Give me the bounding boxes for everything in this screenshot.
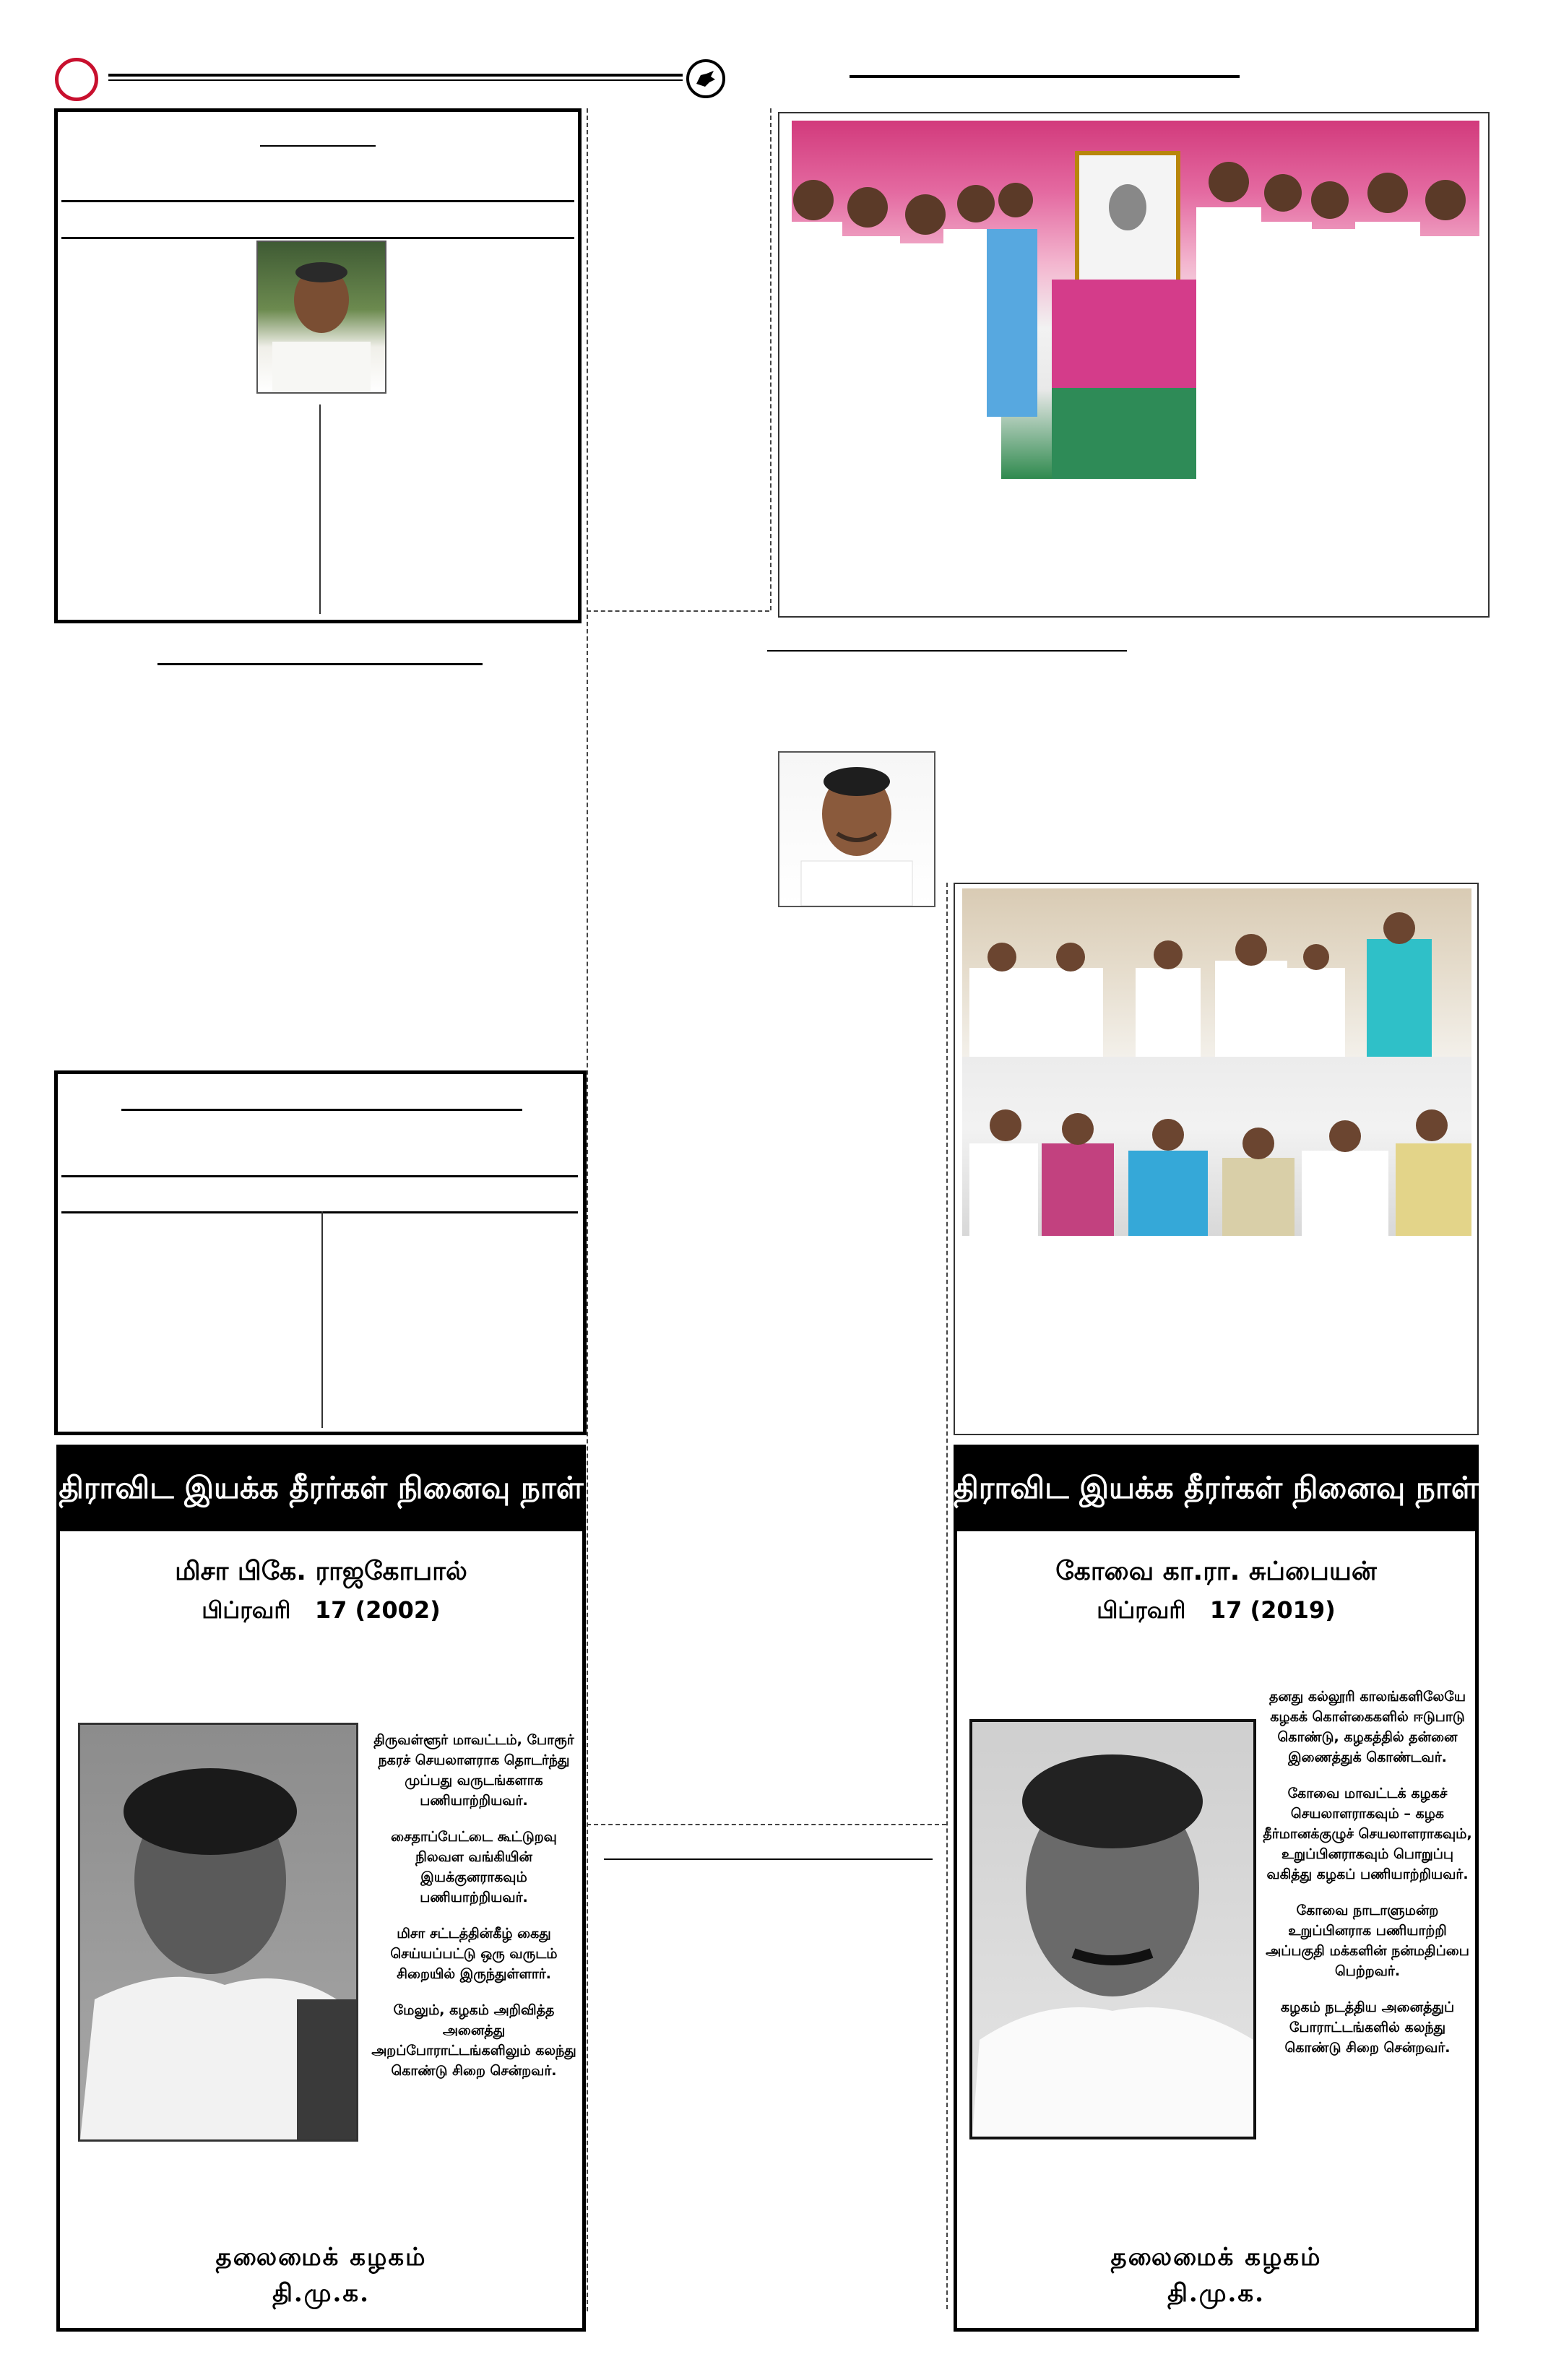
article-rule-2	[61, 237, 574, 239]
memorial-portrait-subbaiyan	[969, 1719, 1256, 2139]
footer-line-1: தலைமைக் கழகம்	[215, 2243, 427, 2272]
meeting-photo-bottom	[962, 1057, 1471, 1236]
bio-paragraph: திருவள்ளூர் மாவட்டம், போரூர் நகரச் செயலாளராக தொடர்ந்து முப்பது வருடங்களாக பணியாற்றியவர்.	[373, 1732, 574, 1809]
header-rule-double	[108, 74, 683, 77]
header-right-rule	[850, 75, 1240, 78]
memorial-name: கோவை கா.ரா. சுப்பையன்	[1055, 1557, 1377, 1586]
bull-emblem-icon	[686, 59, 725, 98]
bio-paragraph: சைதாப்பேட்டை கூட்டுறவு நிலவள வங்கியின் இயக்குனராகவும் பணியாற்றியவர்.	[391, 1829, 557, 1905]
bottom-mid-rule	[604, 1858, 933, 1860]
portrait-photo-elderly-man	[256, 241, 386, 394]
bio-paragraph: தனது கல்லூரி காலங்களிலேயே கழகக் கொள்கைகளில் ஈடுபாடு கொண்டு, கழகத்தில் தன்னை இணைத்துக் கொண்டவர்.	[1268, 1689, 1466, 1765]
header-logo	[55, 58, 98, 101]
box-rule-2	[61, 1211, 578, 1213]
right-subheading-rule	[767, 650, 1127, 652]
article-headline-rule	[260, 145, 376, 147]
tribute-ceremony-photo	[792, 121, 1479, 479]
memorial-footer	[60, 2239, 582, 2311]
bio-paragraph: மிசா சட்டத்தின்கீழ் கைது செய்யப்பட்டு ஒரு வருடம் சிறையில் இருந்துள்ளார்.	[390, 1926, 558, 1982]
article-column-divider	[319, 404, 321, 614]
bio-paragraph: மேலும், கழகம் அறிவித்த அனைத்து அறப்போராட்டங்களிலும் கலந்து கொண்டு சிறை சென்றவர்.	[371, 2002, 576, 2079]
left-middle-article-frame	[54, 1070, 587, 1435]
box-rule-1	[61, 1175, 578, 1177]
memorial-bio	[1259, 1687, 1476, 2074]
footer-line-2: தி.மு.க.	[272, 2279, 370, 2308]
memorial-banner: திராவிட இயக்க தீரர்கள் நினைவு நாள்	[56, 1445, 586, 1531]
right-middle-article-frame	[954, 883, 1479, 1435]
right-top-article-frame	[778, 112, 1490, 618]
meeting-photo-top	[962, 888, 1471, 1057]
memorial-footer	[957, 2239, 1475, 2311]
section-divider-bottom	[587, 1824, 946, 1825]
memorial-date: பிப்ரவரி 17 (2019)	[1097, 1596, 1336, 1624]
box-headline-rule	[121, 1109, 522, 1111]
left-top-article-frame	[54, 108, 582, 623]
memorial-card-right	[954, 1445, 1479, 2332]
bio-paragraph: கழகம் நடத்திய அனைத்துப் போராட்டங்களில் கலந்து கொண்டு சிறை சென்றவர்.	[1280, 1999, 1455, 2056]
section-divider-top	[587, 610, 769, 612]
box-column-divider	[321, 1211, 323, 1428]
left-subheading-rule	[157, 663, 483, 665]
memorial-card-left	[56, 1445, 586, 2332]
memorial-banner: திராவிட இயக்க தீரர்கள் நினைவு நாள்	[954, 1445, 1479, 1531]
memorial-bio	[366, 1730, 582, 2097]
footer-line-2: தி.மு.க.	[1167, 2279, 1265, 2308]
bio-paragraph: கோவை மாவட்டக் கழகச் செயலாளராகவும் – கழக தீர்மானக்குழுச் செயலாளராகவும், உறுப்பினராகவும் பொறுப்பு வகித்து கழகப் பணியாற்றியவர்.	[1263, 1786, 1472, 1882]
bio-paragraph: கோவை நாடாளுமன்ற உறுப்பினராக பணியாற்றி அப்பகுதி மக்களின் நன்மதிப்பை பெற்றவர்.	[1266, 1903, 1469, 1979]
memorial-name: மிசா பிகே. ராஜகோபால்	[175, 1557, 467, 1586]
column-divider-mid	[770, 108, 772, 610]
header-rule-double-2	[108, 79, 683, 81]
footer-line-1: தலைமைக் கழகம்	[1110, 2243, 1322, 2272]
memorial-portrait-rajagopal	[78, 1723, 358, 2142]
column-divider-left	[587, 108, 588, 2311]
memorial-date: பிப்ரவரி 17 (2002)	[202, 1596, 441, 1624]
portrait-photo-politician	[778, 751, 935, 907]
column-divider-right	[946, 883, 948, 2309]
article-rule-1	[61, 200, 574, 202]
